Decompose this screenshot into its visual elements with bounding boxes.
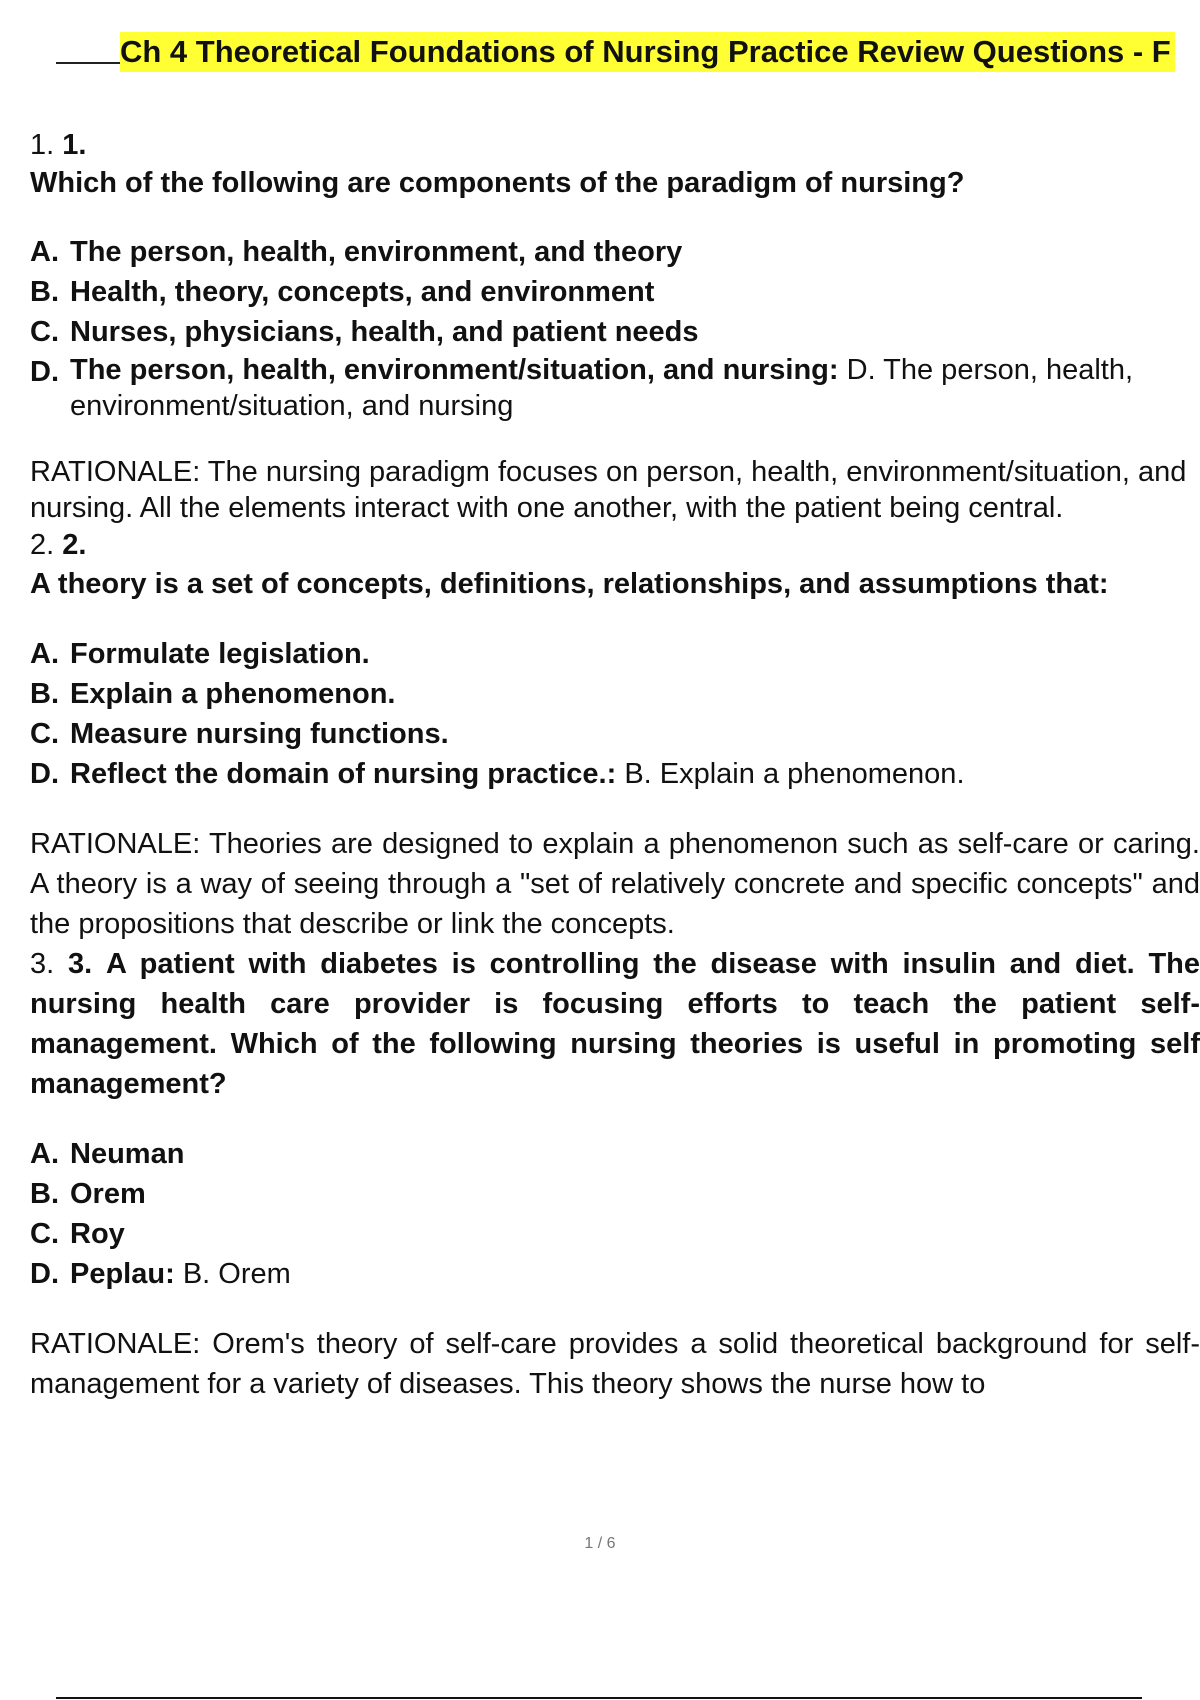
option-text: The person, health, environment/situation, and nursing: (70, 354, 839, 386)
option-text: Health, theory, concepts, and environment (70, 276, 655, 308)
document-content (30, 126, 1200, 1404)
page-indicator: 1 / 6 (584, 1535, 616, 1552)
bottom-rule (56, 1697, 1142, 1699)
option (30, 352, 1200, 424)
option-text: Nurses, physicians, health, and patient needs (70, 316, 699, 348)
option-text: Orem (70, 1178, 146, 1210)
option-letter: D. (30, 356, 59, 388)
option-letter: A. (30, 638, 59, 670)
question-block (30, 944, 1200, 1404)
option (30, 1134, 1200, 1174)
question-number-plain: 2. (30, 529, 55, 561)
option (30, 634, 1200, 674)
option-text: Formulate legislation. (70, 638, 370, 670)
answer-text: B. Explain a phenomenon. (624, 758, 965, 790)
answer-text: D. The person, health, environment/situation, and nursing (70, 354, 1134, 422)
option (30, 674, 1200, 714)
option (30, 754, 1200, 794)
option-letter: B. (30, 276, 59, 308)
header-rule (56, 62, 122, 64)
option-letter: D. (30, 1258, 59, 1290)
option-letter: C. (30, 1218, 59, 1250)
question-stem: Which of the following are components of the paradigm of nursing? (30, 167, 965, 199)
option-text: Explain a phenomenon. (70, 678, 396, 710)
question-block (30, 526, 1200, 944)
option-letter: B. (30, 1178, 59, 1210)
option-text: Neuman (70, 1138, 185, 1170)
question-number (30, 526, 1200, 564)
question-stem: A theory is a set of concepts, definitions, relationships, and assumptions that: (30, 568, 1109, 600)
question-number-plain: 1. (30, 129, 55, 161)
option (30, 1214, 1200, 1254)
option-with-answer (70, 352, 1180, 424)
page-title: Ch 4 Theoretical Foundations of Nursing Practice Review Questions - F (120, 32, 1175, 72)
rationale-text: RATIONALE: Orem's theory of self-care provides a solid theoretical background for self-management for a variety of diseases. This theory shows the nurse how to (30, 1328, 1200, 1400)
option-text: Peplau: (70, 1258, 175, 1290)
option-text: Reflect the domain of nursing practice.: (70, 758, 617, 790)
question-stem: A patient with diabetes is controlling the disease with insulin and diet. The nursing health care provider is focusing efforts to teach the patient self-management. Which of the following nursing theories is useful in promoting self management? (30, 948, 1200, 1100)
option-letter: C. (30, 316, 59, 348)
option (30, 714, 1200, 754)
option-letter: D. (30, 758, 59, 790)
option (30, 232, 1200, 272)
option-letter: C. (30, 718, 59, 750)
question-number-bold: 3. (67, 948, 93, 980)
option-letter: A. (30, 236, 59, 268)
rationale-text: RATIONALE: Theories are designed to explain a phenomenon such as self-care or caring. A theory is a way of seeing through a "set of relatively concrete and specific concepts" and the propositions that describe or link the concepts. (30, 828, 1200, 940)
question-number-bold: 1. (62, 129, 87, 161)
option-letter: B. (30, 678, 59, 710)
option-text: Roy (70, 1218, 125, 1250)
option-with-answer (70, 1254, 291, 1294)
option-text: Measure nursing functions. (70, 718, 449, 750)
rationale-text: RATIONALE: The nursing paradigm focuses on person, health, environment/situation, and nursing. All the elements interact with one another, with the patient being central. (30, 456, 1187, 524)
option (30, 312, 1200, 352)
question-stem-with-number (30, 944, 1200, 1104)
option-text: The person, health, environment, and theory (70, 236, 683, 268)
question-number (30, 126, 1200, 164)
option (30, 1254, 1200, 1294)
answer-text: B. Orem (182, 1258, 291, 1290)
option-letter: A. (30, 1138, 59, 1170)
option (30, 272, 1200, 312)
option (30, 1174, 1200, 1214)
question-number-bold: 2. (62, 529, 87, 561)
question-number-plain: 3. (30, 948, 55, 980)
question-block (30, 126, 1200, 526)
option-with-answer (70, 754, 965, 794)
